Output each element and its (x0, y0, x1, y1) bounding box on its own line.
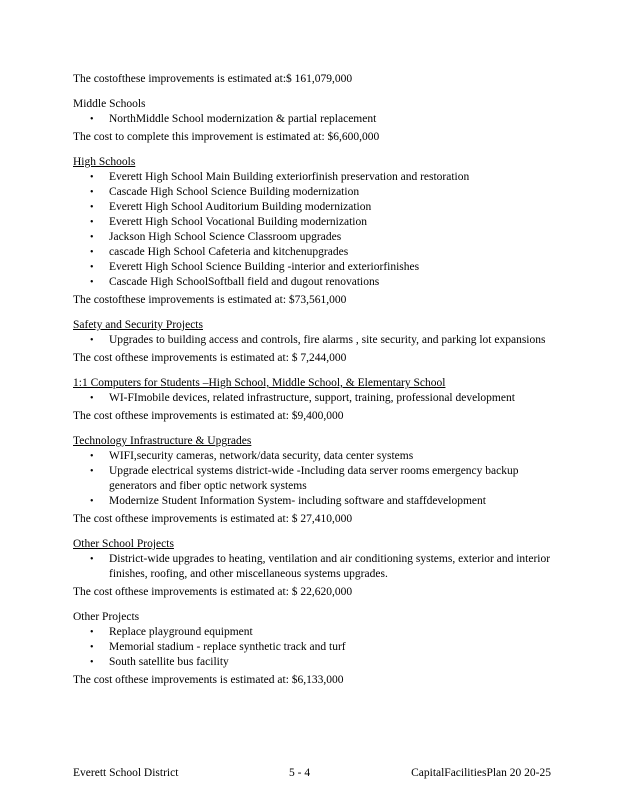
list-item-text: Memorial stadium - replace synthetic track and turf (109, 641, 346, 653)
section-block (73, 318, 553, 366)
section-cost-text: The cost ofthese improvements is estimated at: $9,400,000 (73, 410, 344, 422)
section-heading (73, 434, 553, 449)
section-heading (73, 318, 553, 333)
list-item (73, 245, 553, 260)
document-page (73, 72, 553, 688)
bullet-list (73, 112, 553, 127)
bullet-icon: • (90, 202, 94, 213)
list-item (73, 333, 553, 348)
list-item-text: Cascade High School Science Building modernization (109, 186, 360, 198)
list-item-text: Cascade High SchoolSoftball field and dugout renovations (109, 276, 380, 288)
bullet-icon: • (90, 451, 94, 462)
section-cost-text: The cost to complete this improvement is estimated at: $6,600,000 (73, 131, 380, 143)
list-item (73, 640, 553, 655)
list-item (73, 112, 553, 127)
bullet-icon: • (90, 114, 94, 125)
list-item (73, 625, 553, 640)
bullet-list (73, 449, 553, 509)
list-item-text: Everett High School Science Building -interior and exteriorfinishes (109, 261, 420, 273)
list-item-text: Upgrades to building access and controls, fire alarms , site security, and parking lot expansions (109, 334, 546, 346)
footer-plan-title: CapitalFacilitiesPlan 20 20-25 (411, 767, 551, 779)
section-heading (73, 610, 553, 625)
bullet-icon: • (90, 496, 94, 507)
section-heading-text: High Schools (73, 156, 136, 168)
bullet-icon: • (90, 393, 94, 404)
sections-container (73, 97, 553, 688)
section-cost-text: The cost ofthese improvements is estimated at: $ 22,620,000 (73, 586, 353, 598)
list-item (73, 655, 553, 670)
list-item (73, 185, 553, 200)
list-item-text: Replace playground equipment (109, 626, 253, 638)
section-heading (73, 155, 553, 170)
list-item-text: South satellite bus facility (109, 656, 229, 668)
section-heading-text: Other School Projects (73, 538, 174, 550)
section-heading (73, 97, 553, 112)
list-item (73, 215, 553, 230)
bullet-list (73, 552, 553, 582)
bullet-icon: • (90, 657, 94, 668)
list-item-text: WIFI,security cameras, network/data security, data center systems (109, 450, 414, 462)
bullet-list (73, 625, 553, 670)
list-item (73, 230, 553, 245)
bullet-icon: • (90, 187, 94, 198)
list-item (73, 391, 553, 406)
section-heading-text: Middle Schools (73, 98, 146, 110)
bullet-icon: • (90, 466, 94, 477)
list-item-text: Upgrade electrical systems district-wide -Including data server rooms emergency backup generators and fiber optic network systems (109, 465, 519, 492)
list-item (73, 260, 553, 275)
list-item-text: NorthMiddle School modernization & partial replacement (109, 113, 377, 125)
bullet-icon: • (90, 335, 94, 346)
list-item-text: Modernize Student Information System- including software and staffdevelopment (109, 495, 486, 507)
section-heading-text: Safety and Security Projects (73, 319, 203, 331)
section-cost-text: The cost ofthese improvements is estimated at: $ 7,244,000 (73, 352, 347, 364)
section-heading (73, 537, 553, 552)
section-cost-text: The cost ofthese improvements is estimated at: $6,133,000 (73, 674, 344, 686)
bullet-list (73, 170, 553, 290)
section-block (73, 537, 553, 600)
bullet-list (73, 333, 553, 348)
bullet-icon: • (90, 262, 94, 273)
bullet-icon: • (90, 217, 94, 228)
section-heading (73, 376, 553, 391)
list-item (73, 552, 553, 582)
footer-district: Everett School District (73, 767, 179, 779)
section-heading-text: Other Projects (73, 611, 140, 623)
bullet-icon: • (90, 232, 94, 243)
bullet-icon: • (90, 172, 94, 183)
list-item-text: Everett High School Main Building exteriorfinish preservation and restoration (109, 171, 470, 183)
list-item (73, 449, 553, 464)
bullet-icon: • (90, 247, 94, 258)
list-item-text: WI-FImobile devices, related infrastructure, support, training, professional development (109, 392, 515, 404)
section-heading-text: 1:1 Computers for Students –High School, Middle School, & Elementary School (73, 377, 446, 389)
footer-page-number: 5 - 4 (289, 767, 311, 779)
list-item-text: District-wide upgrades to heating, ventilation and air conditioning systems, exterior and interior finishes, roofing, and other miscellaneous systems upgrades. (109, 553, 551, 580)
list-item-text: Everett High School Auditorium Building modernization (109, 201, 372, 213)
section-block (73, 376, 553, 424)
bullet-icon: • (90, 627, 94, 638)
section-block (73, 610, 553, 688)
list-item (73, 200, 553, 215)
section-block (73, 155, 553, 308)
list-item (73, 494, 553, 509)
list-item (73, 170, 553, 185)
list-item-text: Everett High School Vocational Building modernization (109, 216, 367, 228)
list-item (73, 275, 553, 290)
section-cost-text: The costofthese improvements is estimated at: $73,561,000 (73, 294, 347, 306)
bullet-icon: • (90, 277, 94, 288)
section-block (73, 434, 553, 527)
list-item-text: Jackson High School Science Classroom upgrades (109, 231, 342, 243)
list-item-text: cascade High School Cafeteria and kitchenupgrades (109, 246, 349, 258)
section-heading-text: Technology Infrastructure & Upgrades (73, 435, 252, 447)
bullet-icon: • (90, 554, 94, 565)
section-cost-text: The cost ofthese improvements is estimated at: $ 27,410,000 (73, 513, 353, 525)
bullet-icon: • (90, 642, 94, 653)
section-block (73, 97, 553, 145)
bullet-list (73, 391, 553, 406)
intro-cost-text: The costofthese improvements is estimated at:$ 161,079,000 (73, 73, 353, 85)
list-item (73, 464, 553, 494)
